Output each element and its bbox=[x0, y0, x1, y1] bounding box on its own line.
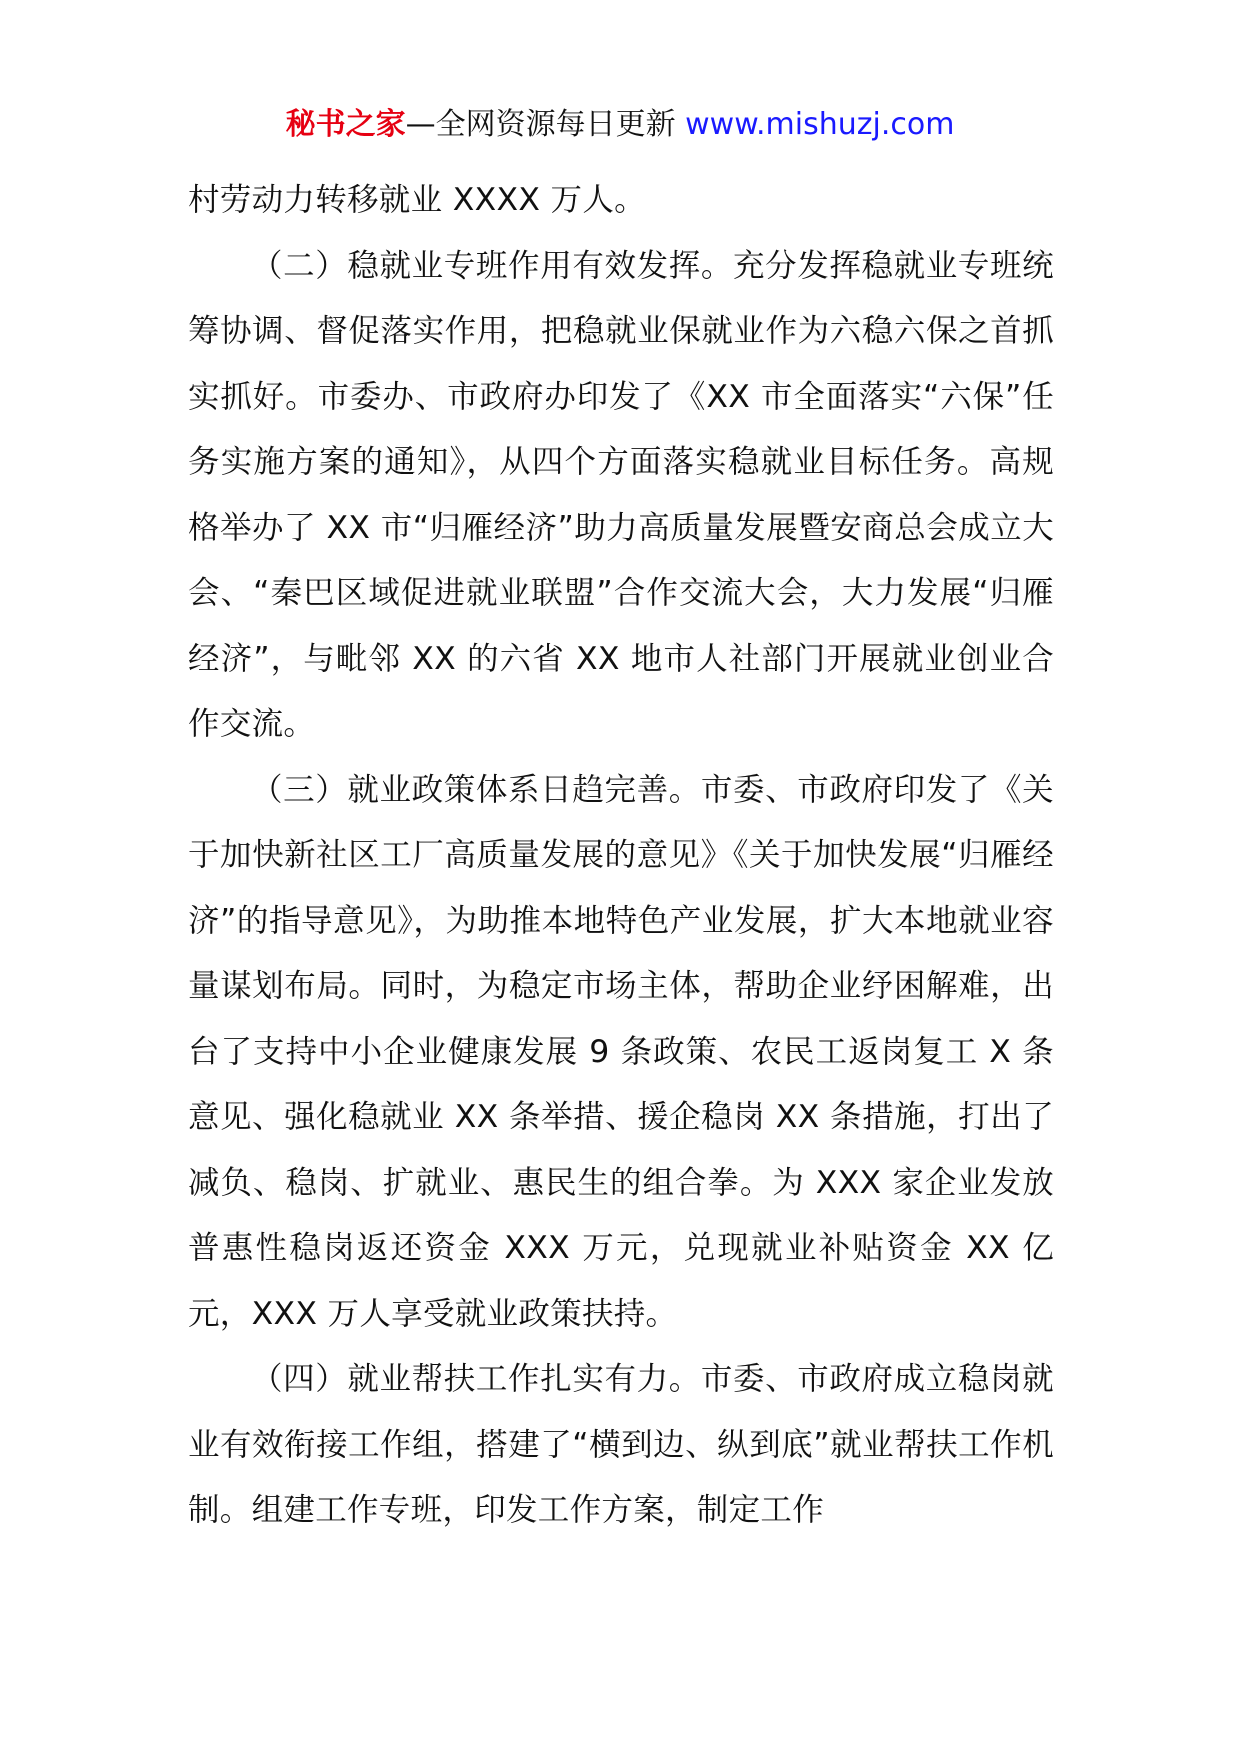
brand-name: 秘书之家 bbox=[285, 107, 406, 142]
paragraph-section-2: （二）稳就业专班作用有效发挥。充分发挥稳就业专班统筹协调、督促落实作用，把稳就业保就业作为六稳六保之首抓实抓好。市委办、市政府办印发了《XX 市全面落实“六保”任务实施方案的通知》，从四个方面落实稳就业目标任务。高规格举办了 XX 市“归雁经济”助力高质量发展暨安商总会成立大会、“秦巴区域促进就业联盟”合作交流大会，大力发展“归雁经济”，与毗邻 XX 的六省 XX 地市人社部门开展就业创业合作交流。 bbox=[188, 247, 1054, 742]
site-header bbox=[0, 100, 1240, 150]
site-url-link[interactable]: www.mishuzj.com bbox=[685, 107, 955, 142]
paragraph-section-4: （四）就业帮扶工作扎实有力。市委、市政府成立稳岗就业有效衔接工作组，搭建了“横到边、纵到底”就业帮扶工作机制。组建工作专班，印发工作方案，制定工作 bbox=[188, 1361, 1054, 1528]
document-body bbox=[188, 168, 1054, 1544]
paragraph-section-3: （三）就业政策体系日趋完善。市委、市政府印发了《关于加快新社区工厂高质量发展的意见》《关于加快发展“归雁经济”的指导意见》，为助推本地特色产业发展，扩大本地就业容量谋划布局。同时，为稳定市场主体，帮助企业纾困解难，出台了支持中小企业健康发展 9 条政策、农民工返岗复工 X 条意见、强化稳就业 XX 条举措、援企稳岗 XX 条措施，打出了减负、稳岗、扩就业、惠民生的组合拳。为 XXX 家企业发放普惠性稳岗返还资金 XXX 万元，兑现就业补贴资金 XX 亿元，XXX 万人享受就业政策扶持。 bbox=[188, 771, 1054, 1332]
paragraph-continuation: 村劳动力转移就业 XXXX 万人。 bbox=[188, 182, 646, 218]
header-tagline: —全网资源每日更新 bbox=[405, 107, 676, 142]
